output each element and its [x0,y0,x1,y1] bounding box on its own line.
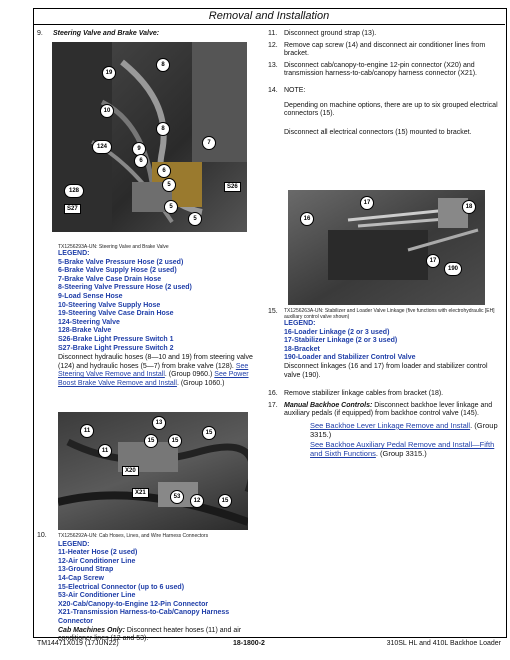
legend3-item: 190-Loader and Stabilizer Control Valve [284,354,416,362]
step-14: 14. NOTE: [268,86,306,94]
legend2-title: LEGEND: [58,540,90,548]
cab-only-text: Cab Machines Only: Disconnect heater hoses (11) and air conditioner lines (12 and 53). [58,626,242,643]
step-14-text: Disconnect all electrical connectors (15) mounted to bracket. [284,128,472,136]
legend1-item: S27-Brake Light Pressure Switch 2 [58,344,174,352]
callout-190: 190 [444,262,462,276]
callout-15c: 15 [202,426,216,440]
callout-7: 7 [202,136,216,150]
steering-valve-link[interactable]: See Steering Valve Remove and Install [58,362,249,379]
callout-10: 10 [100,104,114,118]
callout-11a: 11 [80,424,94,438]
callout-8b: 8 [156,122,170,136]
legend1-title: LEGEND: [58,250,90,257]
step-14-note: Depending on machine options, there are up to six grouped electrical connectors (15). [284,101,498,118]
callout-6a: 6 [134,154,148,168]
callout-124: 124 [92,140,112,154]
photo1-caption: TX1256293A-UN: Steering Valve and Brake Valve [58,244,169,250]
callout-128: 128 [64,184,84,198]
cab-hoses-photo [58,412,248,530]
legend-block-2 [37,532,262,644]
step-17-ref-a: See Backhoe Lever Linkage Remove and Install. (Group 3315.) [310,420,498,439]
loader-valve-linkage-photo [288,190,485,305]
legend3-title: LEGEND: [284,320,316,327]
legend1-item: 8-Steering Valve Pressure Hose (2 used) [58,284,192,292]
callout-5a: 5 [162,178,176,192]
callout-17a: 17 [360,196,374,210]
step-9-instructions: Disconnect hydraulic hoses (8—10 and 19) from steering valve (124) and hydraulic hoses (5—7) from brake valve (128). See Steering Valve Remove and Install. (Group 0960.) See Power Boost Brake Valve Remove and Install. (Group 1060.) [58,354,253,387]
callout-53: 53 [170,490,184,504]
step-15-block [268,308,500,458]
step-17: 17. Manual Backhoe Controls: Disconnect backhoe lever linkage and auxiliary pedals (if equipped) from backhoe control valve (145). [268,401,493,418]
step-9-heading: 9. Steering Valve and Brake Valve: [37,30,160,37]
callout-11b: 11 [98,444,112,458]
callout-9: 9 [132,142,146,156]
legend1-item: 5-Brake Valve Pressure Hose (2 used) [58,258,184,266]
footer-doc-id: TM14471X019 (17JUN22) [37,640,119,647]
callout-19: 19 [102,66,116,80]
legend1-item: 6-Brake Valve Supply Hose (2 used) [58,267,177,275]
callout-5b: 5 [164,200,178,214]
step-13: 13. Disconnect cab/canopy-to-engine 12-pin connector (X20) and transmission harness-to-cab/canopy harness connector (X21). [268,61,477,78]
step-11: 11. Disconnect ground strap (13). [268,30,377,37]
step-16: 16. Remove stabilizer linkage cables from bracket (18). [268,390,444,398]
backhoe-lever-linkage-link[interactable]: See Backhoe Lever Linkage Remove and Install [310,420,471,430]
label-s26: S26 [224,182,241,192]
page-header: Removal and Installation [33,8,505,25]
step-12: 12. Remove cap screw (14) and disconnect air conditioner lines from bracket. [268,41,486,58]
legend3-item: 16-Loader Linkage (2 or 3 used) [284,328,390,336]
callout-8a: 8 [156,58,170,72]
legend2-item: 12-Air Conditioner Line [58,557,136,565]
left-column [37,30,262,39]
legend3-item: 17-Stabilizer Linkage (2 or 3 used) [284,337,398,345]
backhoe-aux-pedal-link[interactable]: See Backhoe Auxiliary Pedal Remove and Install—Fifth and Sixth Functions [310,440,495,458]
legend1-item: 128-Brake Valve [58,327,112,335]
legend-block-1 [58,244,263,389]
steering-brake-valve-photo [52,42,247,232]
label-x21: X21 [132,488,149,498]
photo3-caption: TX1256263A-UN: Stabilizer and Loader Valve Linkage (five functions with electrohydraulic [EH] auxiliary control valve shown) [284,308,495,320]
callout-15a: 15 [144,434,158,448]
callout-13: 13 [152,416,166,430]
callout-15d: 15 [218,494,232,508]
callout-18: 18 [462,200,476,214]
label-s27: S27 [64,204,81,214]
right-column [268,30,500,137]
footer-page-number: 18-1800-2 [233,640,265,647]
legend1-item: 124-Steering Valve [58,318,120,326]
legend2-item: 53-Air Conditioner Line [58,592,136,600]
legend1-item: 19-Steering Valve Case Drain Hose [58,310,174,318]
legend2-item: X21-Transmission Harness-to-Cab/Canopy Harness Connector [58,609,230,625]
photo3-lines [288,190,485,305]
legend2-item: 14-Cap Screw [58,574,104,582]
footer-model: 310SL HL and 410L Backhoe Loader [386,640,501,647]
callout-15b: 15 [168,434,182,448]
legend1-item: 7-Brake Valve Case Drain Hose [58,275,162,283]
photo2-caption: TX1256292A-UN: Cab Hoses, Lines, and Wire Harness Connectors [58,533,209,539]
power-boost-brake-valve-link[interactable]: See Power Boost Brake Valve Remove and Install [58,371,249,387]
legend2-item: 13-Ground Strap [58,566,114,574]
callout-16: 16 [300,212,314,226]
legend2-item: 11-Heater Hose (2 used) [58,549,138,557]
step-17-ref-b: See Backhoe Auxiliary Pedal Remove and Install—Fifth and Sixth Functions. (Group 3315.) [310,440,495,458]
legend1-item: S26-Brake Light Pressure Switch 1 [58,335,174,343]
legend2-item: X20-Cab/Canopy-to-Engine 12-Pin Connector [58,600,209,608]
callout-12: 12 [190,494,204,508]
step-15-text: Disconnect linkages (16 and 17) from loader and stabilizer control valve (190). [284,362,488,379]
legend1-item: 10-Steering Valve Supply Hose [58,301,161,309]
step-10-num: 10. [37,532,47,539]
photo1-lines [52,42,247,232]
legend3-item: 18-Bracket [284,345,320,353]
step-15-num: 15. [268,308,278,315]
callout-6b: 6 [157,164,171,178]
label-x20: X20 [122,466,139,476]
callout-5c: 5 [188,212,202,226]
legend2-item: 15-Electrical Connector (up to 6 used) [58,583,185,591]
callout-17b: 17 [426,254,440,268]
legend1-item: 9-Load Sense Hose [58,292,123,300]
